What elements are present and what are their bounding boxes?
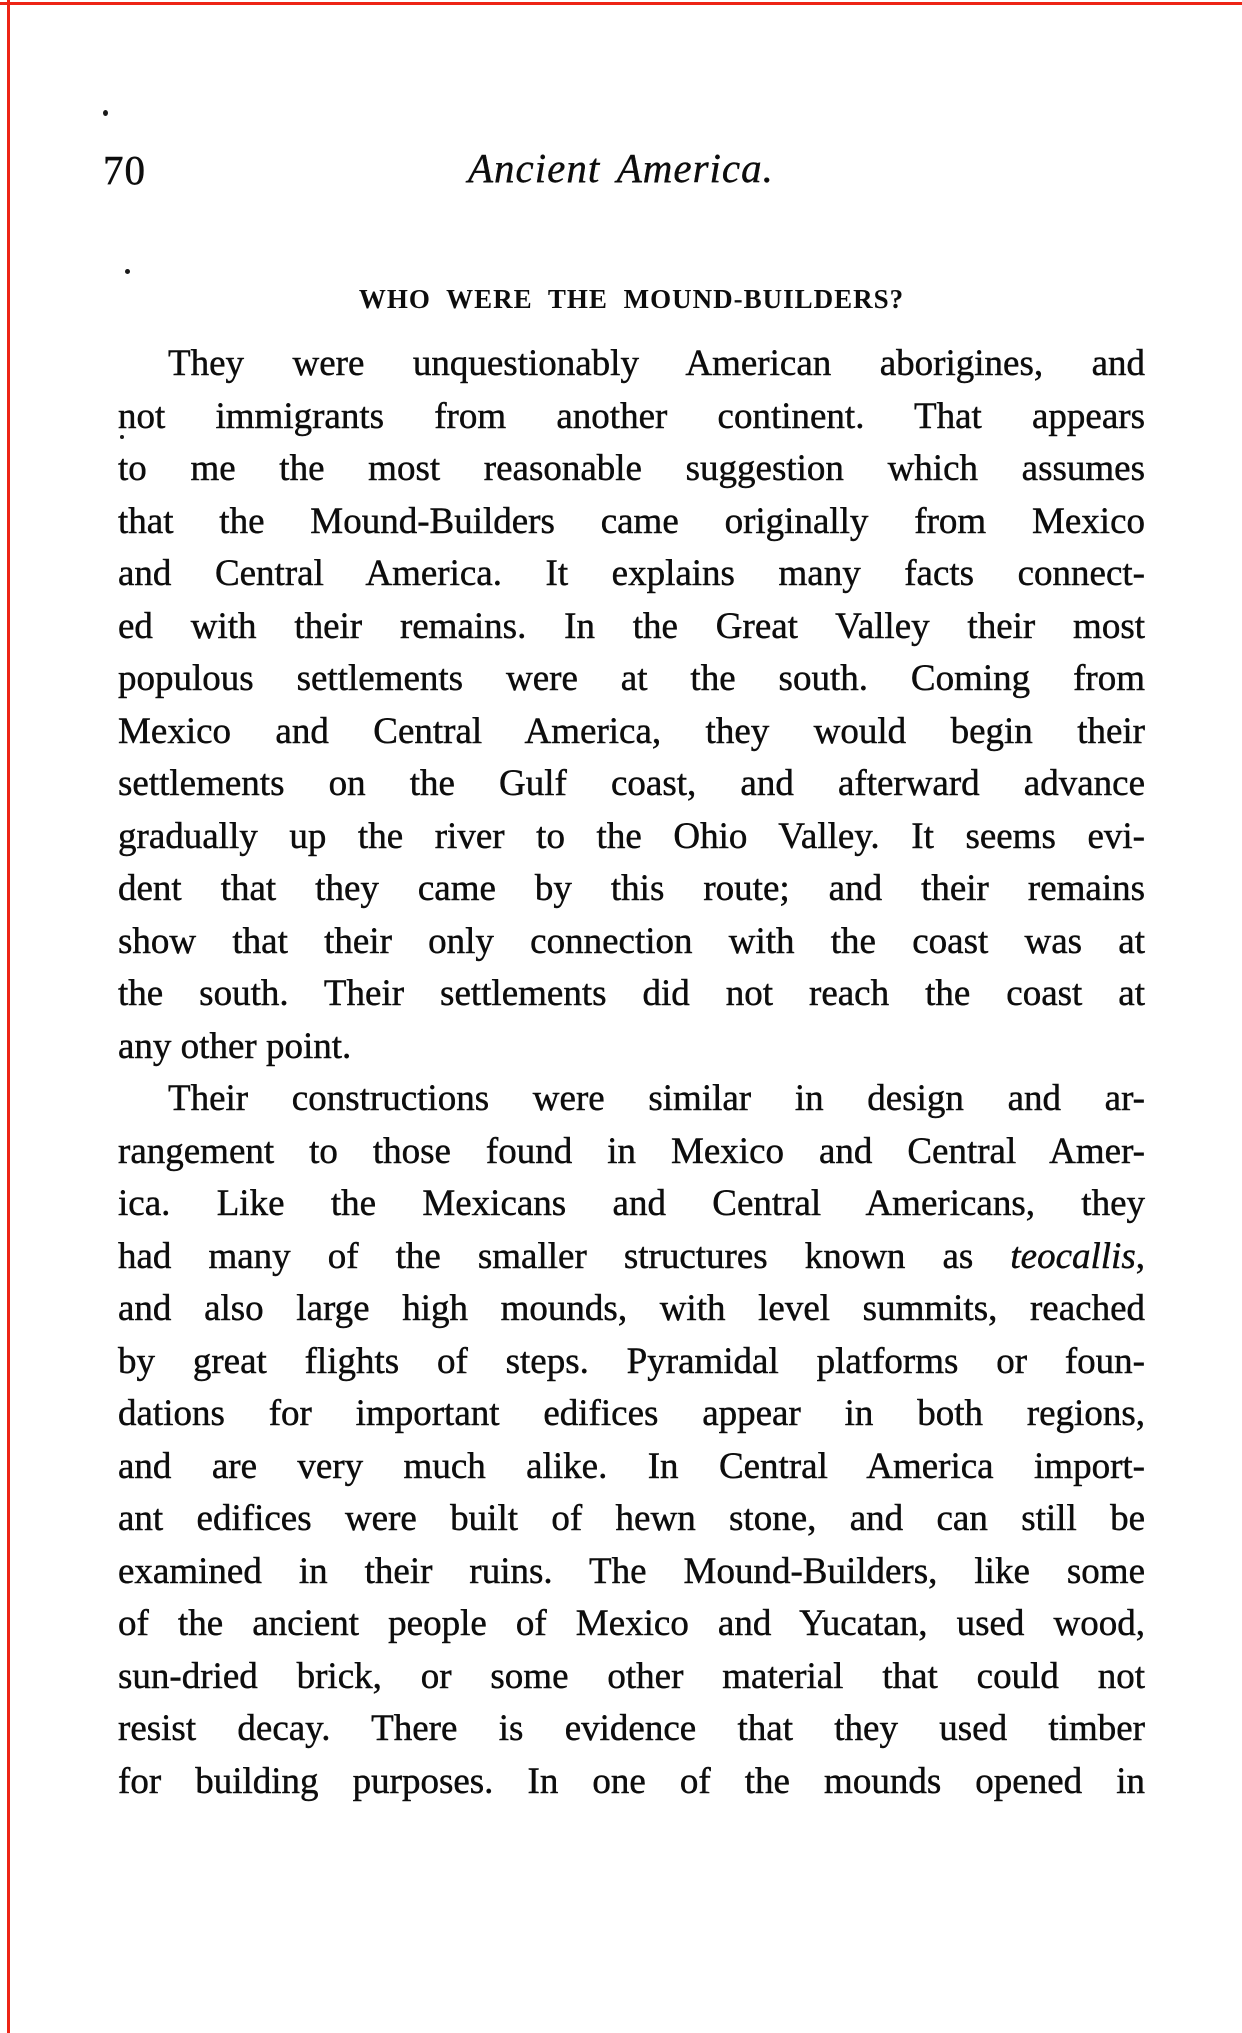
- text-line: settlements on the Gulf coast, and afterward advance: [118, 763, 1145, 804]
- text-line: rangement to those found in Mexico and Central Amer-: [118, 1130, 1145, 1172]
- body-text: [118, 338, 1145, 1808]
- text-line: examined in their ruins. The Mound-Builders, like some: [118, 1550, 1145, 1592]
- text-line: the south. Their settlements did not reach the coast at: [118, 973, 1145, 1014]
- text-line: any other point.: [118, 1025, 352, 1067]
- scan-speck: [125, 269, 130, 274]
- text-line: sun-dried brick, or some other material that could not: [118, 1655, 1145, 1697]
- text-line: resist decay. There is evidence that they used timber: [118, 1708, 1145, 1749]
- text-line: ed with their remains. In the Great Valley their most: [118, 605, 1145, 647]
- scan-edge-line-left: [7, 0, 10, 2033]
- text-line: and also large high mounds, with level summits, reached: [118, 1288, 1145, 1329]
- text-line: not immigrants from another continent. That appears: [118, 395, 1145, 437]
- scan-edge-line-top: [0, 2, 1242, 5]
- text-line: ant edifices were built of hewn stone, and can still be: [118, 1498, 1145, 1539]
- section-heading: WHO WERE THE MOUND-BUILDERS?: [358, 284, 905, 314]
- scan-speck: [103, 110, 108, 116]
- text-line: that the Mound-Builders came originally from Mexico: [118, 500, 1145, 542]
- text-line: Their constructions were similar in design and ar-: [168, 1078, 1145, 1119]
- page-number: 70: [103, 147, 146, 193]
- text-segment: ,: [1135, 1235, 1145, 1277]
- text-line: Mexico and Central America, they would begin their: [118, 710, 1145, 752]
- text-line: dent that they came by this route; and their remains: [118, 868, 1145, 909]
- text-line: and are very much alike. In Central America import-: [118, 1445, 1145, 1487]
- text-line: populous settlements were at the south. Coming from: [118, 658, 1145, 699]
- text-line: for building purposes. In one of the mounds opened in: [118, 1760, 1145, 1802]
- text-line: They were unquestionably American aborigines, and: [168, 343, 1145, 384]
- text-line: of the ancient people of Mexico and Yucatan, used wood,: [118, 1603, 1145, 1644]
- running-head: Ancient America.: [468, 145, 774, 191]
- text-segment: had many of the smaller structures known as: [118, 1235, 1011, 1277]
- text-line: and Central America. It explains many facts connect-: [118, 553, 1145, 594]
- text-line: gradually up the river to the Ohio Valley. It seems evi-: [118, 815, 1145, 857]
- text-line: show that their only connection with the coast was at: [118, 920, 1145, 962]
- text-line: dations for important edifices appear in both regions,: [118, 1393, 1145, 1434]
- text-line: to me the most reasonable suggestion which assumes: [118, 448, 1145, 489]
- text-line: ica. Like the Mexicans and Central Americans, they: [118, 1183, 1145, 1224]
- text-line: by great flights of steps. Pyramidal platforms or foun-: [118, 1340, 1145, 1382]
- italic-term: teocallis: [1010, 1235, 1136, 1277]
- text-line: [118, 1231, 1145, 1284]
